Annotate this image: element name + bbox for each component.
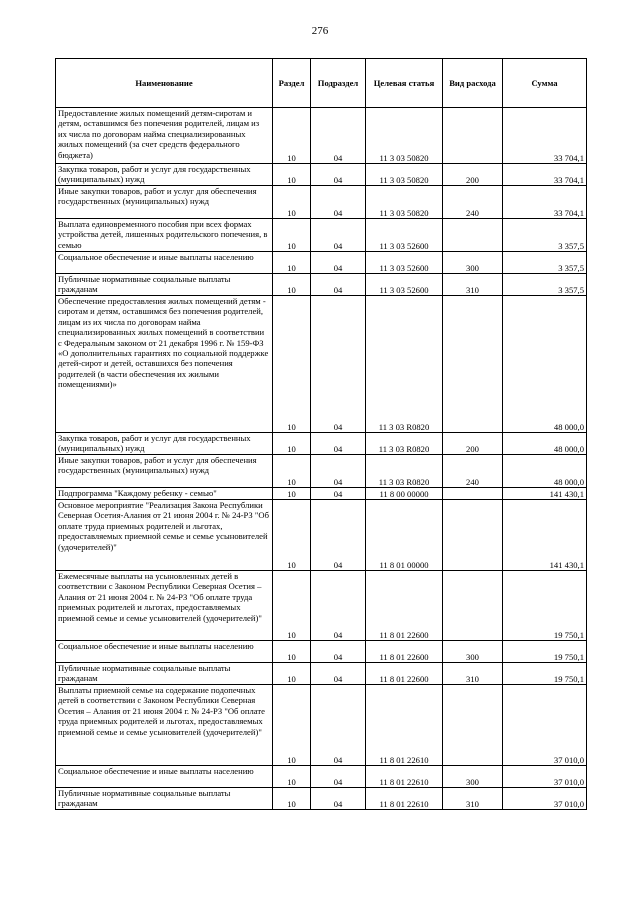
row-expense-type — [443, 500, 503, 571]
row-section: 10 — [273, 274, 311, 296]
row-name: Иные закупки товаров, работ и услуг для обеспечения государственных (муниципальных) нужд — [56, 186, 273, 219]
row-subsection: 04 — [311, 488, 366, 500]
row-expense-type: 200 — [443, 164, 503, 186]
row-sum: 33 704,1 — [503, 164, 587, 186]
row-section: 10 — [273, 641, 311, 663]
row-expense-type: 300 — [443, 766, 503, 788]
row-section: 10 — [273, 186, 311, 219]
row-target: 11 3 03 50820 — [366, 164, 443, 186]
row-name: Иные закупки товаров, работ и услуг для обеспечения государственных (муниципальных) нужд — [56, 455, 273, 488]
row-name: Предоставление жилых помещений детям-сиротам и детям, оставшимся без попечения родителей, лицам из их числа по договорам найма специализированных жилых помещений (за счет средств федерального бюджета) — [56, 108, 273, 164]
row-expense-type — [443, 488, 503, 500]
row-sum: 3 357,5 — [503, 219, 587, 252]
row-sum: 37 010,0 — [503, 766, 587, 788]
row-expense-type: 300 — [443, 641, 503, 663]
row-name: Публичные нормативные социальные выплаты гражданам — [56, 788, 273, 810]
budget-table — [55, 58, 587, 810]
row-name: Подпрограмма "Каждому ребенку - семью" — [56, 488, 273, 500]
row-section: 10 — [273, 788, 311, 810]
row-subsection: 04 — [311, 186, 366, 219]
row-sum: 141 430,1 — [503, 488, 587, 500]
table-row — [56, 571, 587, 641]
row-name: Публичные нормативные социальные выплаты гражданам — [56, 663, 273, 685]
row-section: 10 — [273, 108, 311, 164]
row-subsection: 04 — [311, 274, 366, 296]
row-section: 10 — [273, 571, 311, 641]
table-row — [56, 766, 587, 788]
row-section: 10 — [273, 219, 311, 252]
row-section: 10 — [273, 663, 311, 685]
row-expense-type: 240 — [443, 455, 503, 488]
row-name: Социальное обеспечение и иные выплаты населению — [56, 252, 273, 274]
row-subsection: 04 — [311, 252, 366, 274]
row-target: 11 8 01 22600 — [366, 641, 443, 663]
row-section: 10 — [273, 296, 311, 433]
row-name: Публичные нормативные социальные выплаты гражданам — [56, 274, 273, 296]
row-target: 11 8 01 22610 — [366, 788, 443, 810]
row-sum: 3 357,5 — [503, 274, 587, 296]
row-subsection: 04 — [311, 663, 366, 685]
table-row — [56, 685, 587, 766]
row-section: 10 — [273, 488, 311, 500]
row-target: 11 3 03 50820 — [366, 108, 443, 164]
row-expense-type — [443, 108, 503, 164]
table-row — [56, 219, 587, 252]
row-subsection: 04 — [311, 219, 366, 252]
row-expense-type — [443, 571, 503, 641]
table-row — [56, 296, 587, 433]
row-subsection: 04 — [311, 571, 366, 641]
table-row — [56, 500, 587, 571]
row-target: 11 8 01 22610 — [366, 685, 443, 766]
table-row — [56, 108, 587, 164]
row-expense-type — [443, 219, 503, 252]
table-row — [56, 164, 587, 186]
row-sum: 3 357,5 — [503, 252, 587, 274]
row-name: Социальное обеспечение и иные выплаты населению — [56, 641, 273, 663]
row-sum: 141 430,1 — [503, 500, 587, 571]
row-subsection: 04 — [311, 455, 366, 488]
row-section: 10 — [273, 500, 311, 571]
row-name: Обеспечение предоставления жилых помещений детям - сиротам и детям, оставшимся без попечения родителей, лицам из их числа по договорам найма специализированных жилых помещений в соответствии с Федеральным законом от 21 декабря 1996 г. № 159-ФЗ «О дополнительных гарантиях по социальной поддержке детей-сирот и детей, оставшихся без попечения родителей (в части обеспечения их жилыми помещениями)» — [56, 296, 273, 433]
row-subsection: 04 — [311, 433, 366, 455]
page-number: 276 — [311, 25, 329, 37]
row-sum: 48 000,0 — [503, 296, 587, 433]
header-subsection: Подраздел — [311, 59, 366, 108]
row-subsection: 04 — [311, 164, 366, 186]
row-subsection: 04 — [311, 685, 366, 766]
row-sum: 19 750,1 — [503, 571, 587, 641]
table-row — [56, 274, 587, 296]
row-name: Закупка товаров, работ и услуг для государственных (муниципальных) нужд — [56, 433, 273, 455]
row-target: 11 3 03 52600 — [366, 219, 443, 252]
row-name: Ежемесячные выплаты на усыновленных детей в соответствии с Законом Республики Северная Осетия – Алания от 21 июня 2004 г. № 24-РЗ "Об оплате труда приемных родителей и льготах, предоставляемых приемной семье и семье усыновителей (удочерителей)" — [56, 571, 273, 641]
header-section: Раздел — [273, 59, 311, 108]
table-body — [56, 108, 587, 810]
row-expense-type: 300 — [443, 252, 503, 274]
row-target: 11 3 03 50820 — [366, 186, 443, 219]
row-target: 11 8 01 22600 — [366, 663, 443, 685]
row-sum: 33 704,1 — [503, 186, 587, 219]
header-sum: Сумма — [503, 59, 587, 108]
row-sum: 19 750,1 — [503, 641, 587, 663]
header-expense-type: Вид расхода — [443, 59, 503, 108]
row-expense-type: 310 — [443, 788, 503, 810]
row-section: 10 — [273, 433, 311, 455]
row-target: 11 3 03 52600 — [366, 274, 443, 296]
row-expense-type — [443, 296, 503, 433]
row-subsection: 04 — [311, 296, 366, 433]
row-target: 11 8 01 00000 — [366, 500, 443, 571]
row-subsection: 04 — [311, 108, 366, 164]
table-row — [56, 455, 587, 488]
table-row — [56, 663, 587, 685]
row-subsection: 04 — [311, 641, 366, 663]
row-name: Основное мероприятие "Реализация Закона Республики Северная Осетия-Алания от 21 июня 2004 г. № 24-РЗ "Об оплате труда приемных родителей и льготах, предоставляемых приемной семье и семье усыновителей (удочерителей)" — [56, 500, 273, 571]
row-name: Социальное обеспечение и иные выплаты населению — [56, 766, 273, 788]
row-target: 11 3 03 R0820 — [366, 296, 443, 433]
header-name: Наименование — [56, 59, 273, 108]
table-row — [56, 641, 587, 663]
row-section: 10 — [273, 252, 311, 274]
row-sum: 33 704,1 — [503, 108, 587, 164]
table-row — [56, 433, 587, 455]
table-row — [56, 186, 587, 219]
row-section: 10 — [273, 455, 311, 488]
row-expense-type: 310 — [443, 274, 503, 296]
table-row — [56, 488, 587, 500]
row-target: 11 3 03 52600 — [366, 252, 443, 274]
header-target: Целевая статья — [366, 59, 443, 108]
row-sum: 48 000,0 — [503, 455, 587, 488]
row-section: 10 — [273, 164, 311, 186]
row-expense-type: 310 — [443, 663, 503, 685]
table-row — [56, 252, 587, 274]
row-sum: 48 000,0 — [503, 433, 587, 455]
row-target: 11 8 01 22610 — [366, 766, 443, 788]
row-target: 11 3 03 R0820 — [366, 455, 443, 488]
row-target: 11 3 03 R0820 — [366, 433, 443, 455]
row-target: 11 8 01 22600 — [366, 571, 443, 641]
row-name: Выплаты приемной семье на содержание подопечных детей в соответствии с Законом Республики Северная Осетия – Алания от 21 июня 2004 г. № 24-РЗ "Об оплате труда приемных родителей и льготах, предоставляемых приемной семье и семье усыновителей (удочерителей)" — [56, 685, 273, 766]
row-name: Закупка товаров, работ и услуг для государственных (муниципальных) нужд — [56, 164, 273, 186]
row-subsection: 04 — [311, 788, 366, 810]
table-row — [56, 788, 587, 810]
row-sum: 19 750,1 — [503, 663, 587, 685]
row-subsection: 04 — [311, 766, 366, 788]
row-sum: 37 010,0 — [503, 685, 587, 766]
row-name: Выплата единовременного пособия при всех формах устройства детей, лишенных родительского попечения, в семью — [56, 219, 273, 252]
row-expense-type: 200 — [443, 433, 503, 455]
table-header — [56, 59, 587, 108]
row-subsection: 04 — [311, 500, 366, 571]
row-expense-type: 240 — [443, 186, 503, 219]
row-section: 10 — [273, 685, 311, 766]
row-sum: 37 010,0 — [503, 788, 587, 810]
row-section: 10 — [273, 766, 311, 788]
row-target: 11 8 00 00000 — [366, 488, 443, 500]
row-expense-type — [443, 685, 503, 766]
